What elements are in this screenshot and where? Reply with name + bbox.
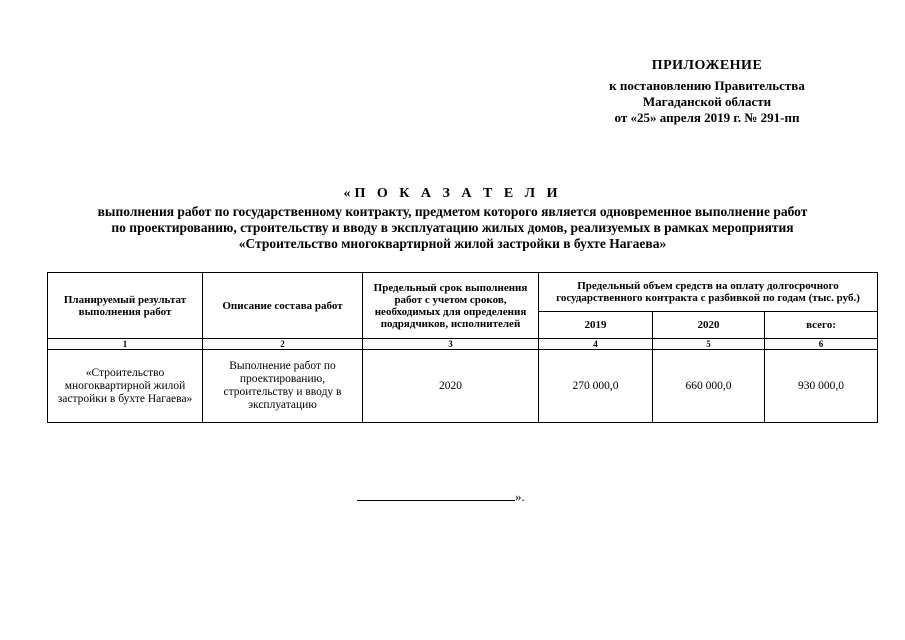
column-number: 6 — [765, 339, 878, 350]
cell-2019: 270 000,0 — [539, 350, 653, 423]
column-number: 1 — [48, 339, 203, 350]
title-line-3: «Строительство многоквартирной жилой застройки в бухте Нагаева» — [238, 236, 667, 251]
closing-quote: ». — [515, 489, 525, 504]
table-row — [48, 350, 878, 423]
closing-mark — [357, 488, 525, 505]
appendix-heading: ПРИЛОЖЕНИЕ — [651, 58, 763, 73]
header-deadline: Предельный срок выполнения работ с учетом сроков, необходимых для определения подрядчиков, исполнителей — [363, 273, 539, 339]
header-total: всего: — [765, 312, 878, 339]
cell-work-description: Выполнение работ по проектированию, строительству и вводу в эксплуатацию — [203, 350, 363, 423]
appendix-block — [557, 58, 857, 126]
header-year-2020: 2020 — [653, 312, 765, 339]
column-number: 4 — [539, 339, 653, 350]
indicators-table — [47, 272, 878, 423]
title-line-1: выполнения работ по государственному контракту, предметом которого является одновременное выполнение работ — [97, 204, 808, 219]
appendix-line-1: к постановлению Правительства — [609, 78, 805, 93]
cell-total: 930 000,0 — [765, 350, 878, 423]
column-number: 5 — [653, 339, 765, 350]
appendix-line-3: от «25» апреля 2019 г. № 291-пп — [614, 110, 800, 125]
signature-line — [357, 488, 515, 501]
header-year-2019: 2019 — [539, 312, 653, 339]
header-funding-volume: Предельный объем средств на оплату долгосрочного государственного контракта с разбивкой по годам (тыс. руб.) — [539, 273, 878, 312]
cell-planned-result: «Строительство многоквартирной жилой застройки в бухте Нагаева» — [48, 350, 203, 423]
cell-2020: 660 000,0 — [653, 350, 765, 423]
title-line-2: по проектированию, строительству и вводу в эксплуатацию жилых домов, реализуемых в рамках мероприятия — [111, 220, 794, 235]
header-work-description: Описание состава работ — [203, 273, 363, 339]
document-title — [40, 186, 865, 252]
cell-deadline: 2020 — [363, 350, 539, 423]
column-number: 3 — [363, 339, 539, 350]
header-planned-result: Планируемый результат выполнения работ — [48, 273, 203, 339]
title-main: «П О К А З А Т Е Л И — [343, 186, 562, 201]
column-number: 2 — [203, 339, 363, 350]
appendix-line-2: Магаданской области — [642, 94, 772, 109]
